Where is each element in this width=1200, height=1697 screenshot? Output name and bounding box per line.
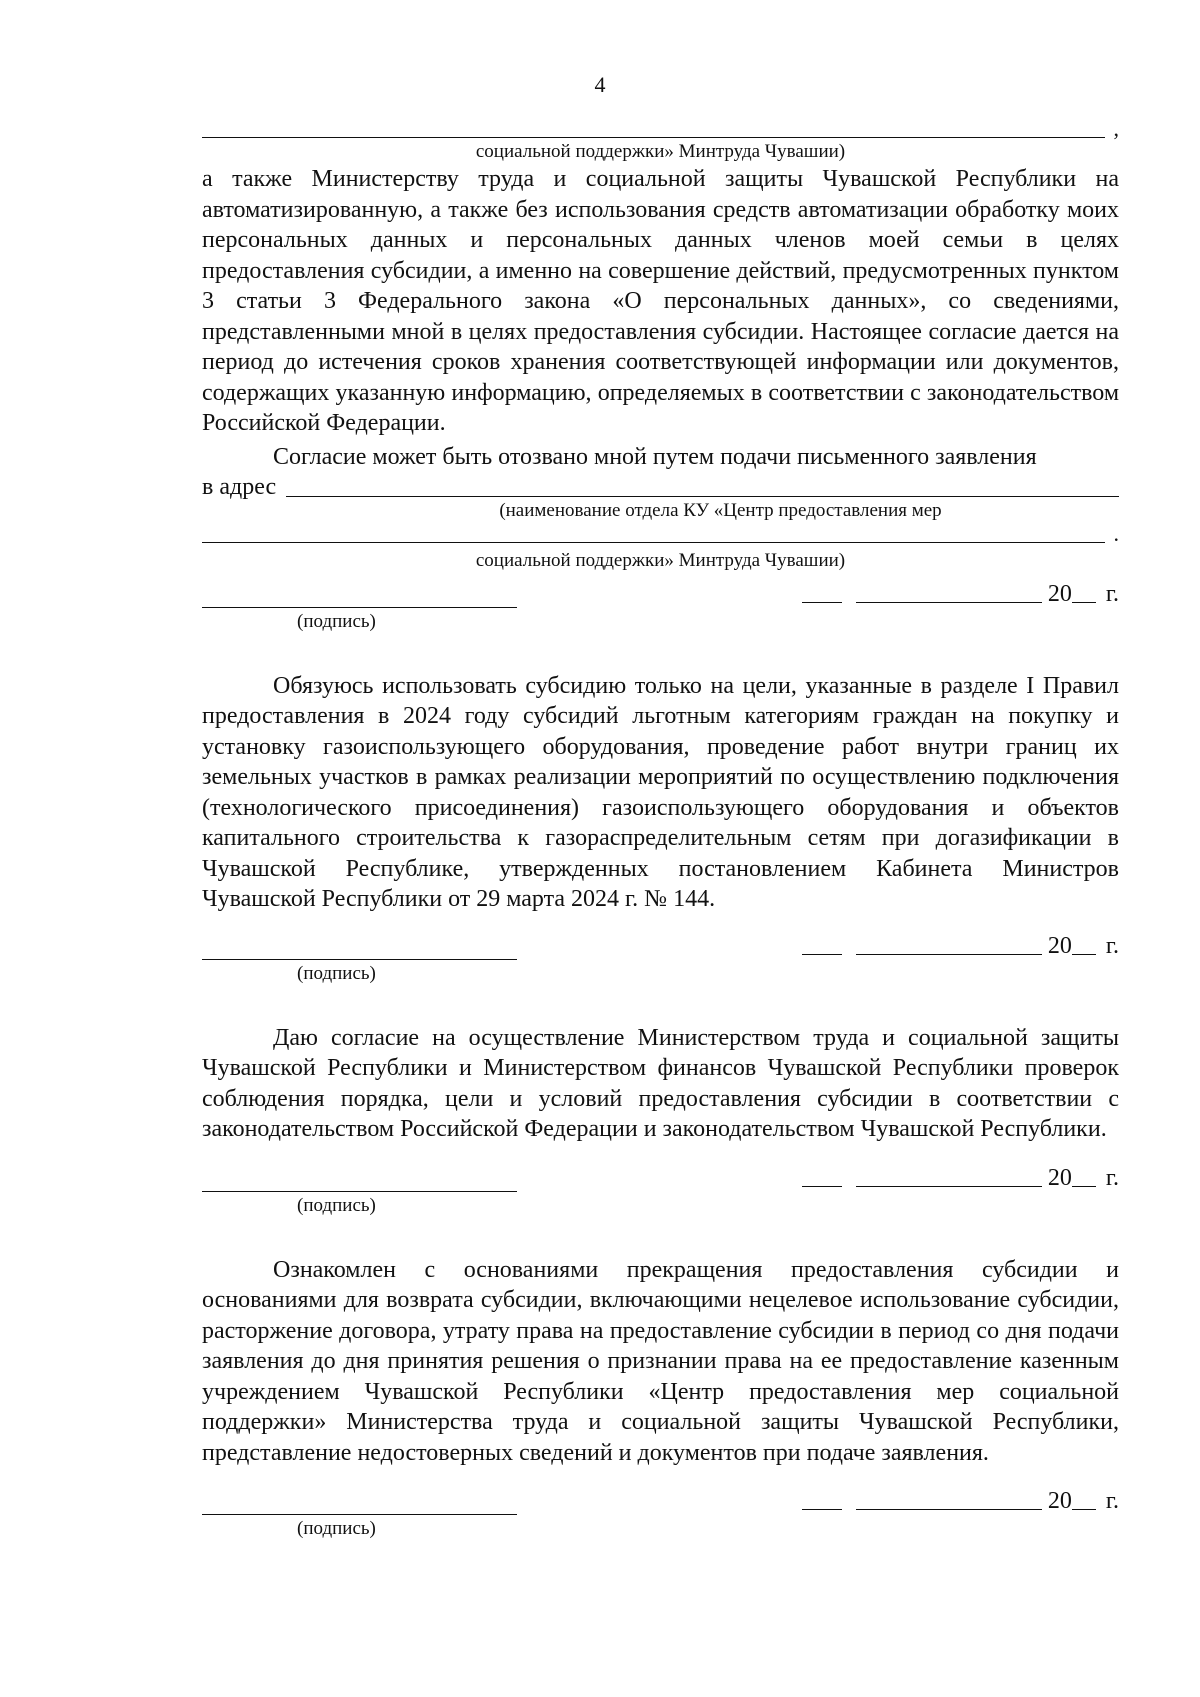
date-field — [802, 1488, 1119, 1515]
date-year-suffix: г. — [1105, 1164, 1119, 1191]
date-day-blank — [802, 1186, 842, 1187]
signature-line — [202, 1191, 517, 1192]
signature-block-2 — [202, 932, 1119, 1005]
date-field — [802, 933, 1119, 960]
date-year-blank — [1072, 954, 1096, 955]
signature-block-4 — [202, 1488, 1119, 1560]
top-fill-line — [202, 116, 1119, 142]
date-year-prefix: 20 — [1047, 1488, 1072, 1514]
date-year-blank — [1072, 1186, 1096, 1187]
date-day-blank — [802, 954, 842, 955]
address-fill-line-2 — [202, 520, 1119, 547]
document-body — [202, 116, 1119, 1560]
date-day-blank — [802, 602, 842, 603]
date-year-suffix: г. — [1105, 1488, 1119, 1514]
date-year-prefix: 20 — [1047, 580, 1072, 607]
signature-caption: (подпись) — [297, 1518, 376, 1539]
date-year-prefix: 20 — [1047, 1164, 1072, 1191]
address-caption-1: (наименование отдела КУ «Центр предоставления мер — [499, 499, 942, 521]
signature-line — [202, 1514, 517, 1515]
signature-block-1 — [202, 580, 1119, 653]
address-caption-2: социальной поддержки» Минтруда Чувашии) — [475, 549, 846, 571]
date-month-blank — [856, 1186, 1042, 1187]
date-year-prefix: 20 — [1047, 932, 1072, 959]
signature-caption: (подпись) — [297, 1194, 376, 1216]
top-caption: социальной поддержки» Минтруда Чувашии) — [475, 141, 846, 162]
date-year-blank — [1072, 602, 1096, 603]
date-field — [802, 1165, 1119, 1192]
address-fill-rule-2 — [202, 542, 1105, 543]
date-day-blank — [802, 1509, 842, 1510]
date-year-blank — [1072, 1509, 1096, 1510]
paragraph-acknowledge: Ознакомлен с основаниями прекращения предоставления субсидии и основаниями для возврата субсидии, включающими нецелевое использование субсидии, расторжение договора, утрату права на предоставление субсидии в период со дня подачи заявления до дня принятия решения о признании права на ее предоставление казенным учреждением Чувашской Республики «Центр предоставления мер социальной поддержки» Министерства труда и социальной защиты Чувашской Республики, представление недостоверных сведений и документов при подаче заявления. — [202, 1256, 1119, 1466]
date-month-blank — [856, 602, 1042, 603]
signature-caption: (подпись) — [297, 962, 376, 984]
top-fill-rule — [202, 137, 1105, 138]
date-month-blank — [856, 1509, 1042, 1510]
top-line-comma: , — [1113, 116, 1119, 141]
page-number: 4 — [594, 72, 606, 97]
date-field — [802, 581, 1119, 608]
signature-line — [202, 607, 517, 608]
paragraph-obligation: Обязуюсь использовать субсидию только на цели, указанные в разделе I Правил предоставления в 2024 году субсидий льготным категориям граждан на покупку и установку газоиспользующего оборудования, проведение работ внутри границ их земельных участков в рамках реализации мероприятий по осуществлению подключения (технологического присоединения) газоиспользующего оборудования и объектов капитального строительства к газораспределительным сетям при догазификации в Чувашской Республике, утвержденных постановлением Кабинета Министров Чувашской Республики от 29 марта 2024 г. № 144. — [202, 672, 1119, 912]
paragraph-inspection: Даю согласие на осуществление Министерством труда и социальной защиты Чувашской Республики и Министерством финансов Чувашской Республики проверок соблюдения порядка, цели и условий предоставления субсидии в соответствии с законодательством Российской Федерации и законодательством Чувашской Республики. — [202, 1024, 1119, 1142]
paragraph-revoke: Согласие может быть отозвано мной путем подачи письменного заявления — [273, 443, 1037, 470]
signature-line — [202, 959, 517, 960]
signature-caption: (подпись) — [297, 610, 376, 632]
date-month-blank — [856, 954, 1042, 955]
address-label: в адрес — [202, 474, 277, 500]
signature-block-3 — [202, 1164, 1119, 1237]
address-line-period: . — [1113, 520, 1119, 546]
date-year-suffix: г. — [1105, 580, 1119, 607]
paragraph-consent: а также Министерству труда и социальной защиты Чувашской Республики на автоматизированную, а также без использования средств автоматизации обработку моих персональных данных и персональных данных членов моей семьи в целях предоставления субсидии, а именно на совершение действий, предусмотренных пунктом 3 статьи 3 Федерального закона «О персональных данных», со сведениями, представленными мной в целях предоставления субсидии. Настоящее согласие дается на период до истечения сроков хранения соответствующей информации или документов, содержащих указанную информацию, определяемых в соответствии с законодательством Российской Федерации. — [202, 166, 1119, 436]
date-year-suffix: г. — [1105, 932, 1119, 959]
address-fill-line — [286, 495, 1119, 497]
